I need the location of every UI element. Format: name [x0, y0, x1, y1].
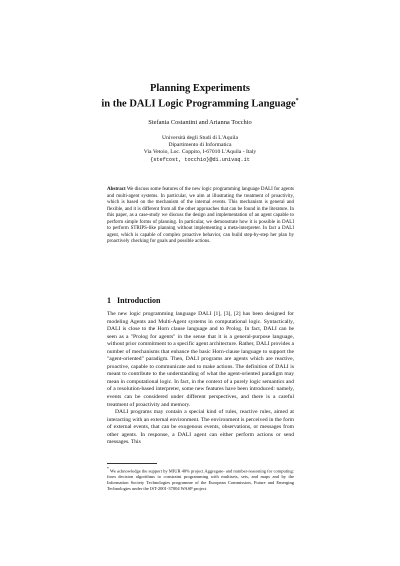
affiliation: [40, 135, 360, 164]
abstract-label: Abstract: [107, 187, 126, 192]
abstract: [107, 187, 294, 246]
paragraph-1: The new logic programming language DALI [1], [3], [2] has been designed for modeling Agents and Multi-Agent systems in computational logic. Syntactically, DALI is close to the Horn clause language and to Prolog. In fact, DALI can be seen as a "Prolog for agents" in the sense that it is a general-purpose language, without prior commitment to a specific agent architecture. Rather, DALI provides a number of mechanisms that enhance the basic Horn-clause language to support the "agent-oriented" paradigm. Then, DALI programs are agents which are reactive, proactive, capable to communicate and to make actions. The definition of DALI is meant to contribute to the understanding of what the agent-oriented paradigm may mean in computational logic. In fact, in the context of a purely logic semantics and of a resolution-based interpreter, some new features have been introduced: namely, events can be considered under different perspectives, and there is a careful treatment of proactivity and memory.: [107, 311, 294, 408]
section-title: Introduction: [117, 296, 161, 305]
authors: Stefania Costantini and Arianna Tocchio: [148, 119, 252, 126]
body-text: [107, 311, 294, 447]
section-number: 1: [107, 296, 111, 305]
title-line-1: Planning Experiments: [149, 83, 251, 94]
paper-title: [40, 82, 360, 111]
author-emails: {stefcost, tocchio}@di.univaq.it: [150, 156, 250, 163]
title-footnote-mark: *: [295, 98, 299, 104]
title-line-2: [40, 95, 360, 111]
affiliation-line-3: Via Vetoio, Loc. Coppito, I-67010 L'Aquila - Italy: [143, 149, 257, 156]
title-line-2-text: in the DALI Logic Programming Language: [101, 98, 296, 110]
affiliation-line-2: Dipartimento di Informatica: [168, 142, 232, 149]
affiliation-line-1: Università degli Studi di L'Aquila: [162, 135, 238, 141]
footnote-mark: *: [107, 467, 109, 471]
footnote-text: We acknowledge the support by MIUR 40% project Aggregate- and number-reasoning for computing: from decision algorithms to constraint programming with multisets, sets, and maps and by the Information Society Technologies programme of the European Commission, Future and Emerging Technologies under the IST-2001-37004 WASP project.: [107, 468, 295, 491]
abstract-text: We discuss some features of the new logic programming language DALI for agents and multi-agent systems. In particular, we aim at illustrating the treatment of proactivity, which is based on the mechanism of the internal events. This mechanism is general and flexible, and it is different from all the other approaches that can be found in the literature. In this paper, as a case-study we discuss the design and implementation of an agent capable to perform simple forms of planning. In particular, we demonstrate how it is possible in DALI to perform STRIPS-like planning without implementing a meta-interpreter. In fact a DALI agent, which is capable of complex proactive behavior, can build step-by-step her plan by proactively checking for goals and possible actions.: [107, 187, 294, 244]
section-heading: [107, 296, 160, 305]
footnote-divider: [107, 463, 157, 464]
paragraph-2: DALI programs may contain a special kind of rules, reactive rules, aimed at interacting with an external environment. The environment is perceived in the form of external events, that can be exogenous events, observations, or messages from other agents. In response, a DALI agent can either perform actions or send messages. This: [107, 409, 294, 446]
footnote: [107, 467, 294, 492]
